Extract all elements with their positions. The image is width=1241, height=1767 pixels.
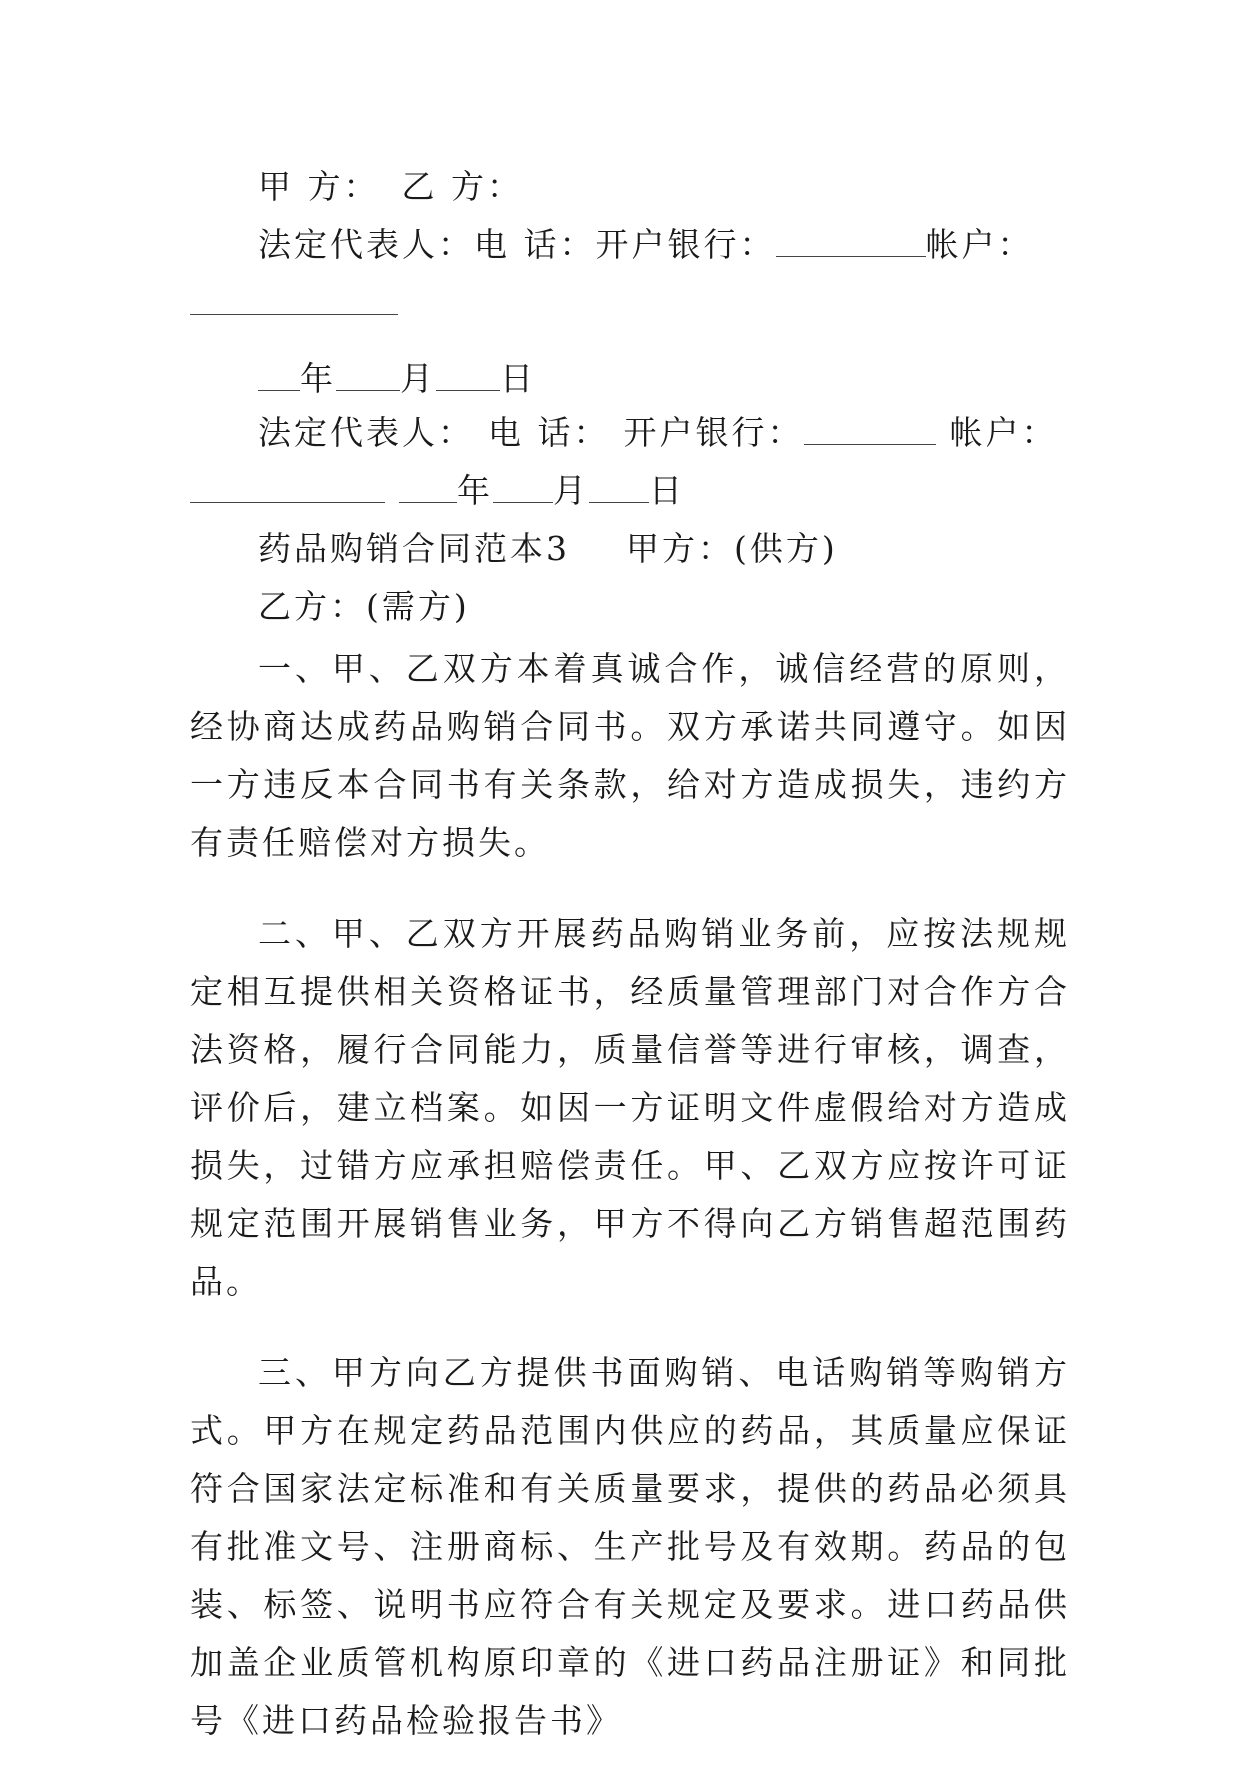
rep-line-1 — [190, 216, 1070, 274]
contract-party-a: 甲方：(供方) — [626, 529, 838, 568]
party-a-label: 甲 方： — [258, 167, 380, 206]
bank-blank-1 — [776, 216, 926, 257]
rep-line-2 — [190, 404, 1070, 462]
party-line — [190, 158, 1070, 216]
bank-blank-2 — [804, 404, 936, 445]
contract-party-b: 乙方：(需方) — [258, 587, 470, 626]
contract-title: 药品购销合同范本3 — [258, 529, 570, 568]
day-label-2: 日 — [649, 471, 685, 510]
year-label-1: 年 — [300, 359, 336, 398]
rep-label-2: 法定代表人： — [258, 413, 474, 452]
contract-title-line — [190, 520, 1070, 578]
account-blank-1 — [190, 274, 398, 315]
year-blank-1 — [258, 350, 300, 391]
month-label-1: 月 — [400, 359, 436, 398]
document-page — [190, 158, 1070, 1767]
account-date-line-2 — [190, 462, 1070, 520]
contract-party-b-line — [190, 578, 1070, 636]
month-blank-1 — [336, 350, 400, 391]
month-label-2: 月 — [553, 471, 589, 510]
clause-2: 二、甲、乙双方开展药品购销业务前，应按法规规定相互提供相关资格证书，经质量管理部门对合作方合法资格，履行合同能力，质量信誉等进行审核，调查，评价后，建立档案。如因一方证明文件虚假给对方造成损失，过错方应承担赔偿责任。甲、乙双方应按许可证规定范围开展销售业务，甲方不得向乙方销售超范围药品。 — [190, 914, 1070, 1301]
account-blank-2 — [190, 462, 385, 503]
account-blank-line-1 — [190, 274, 1070, 332]
party-b-label: 乙 方： — [401, 167, 523, 206]
phone-label-2: 电 话： — [488, 413, 610, 452]
day-label-1: 日 — [500, 359, 536, 398]
clause-3: 三、甲方向乙方提供书面购销、电话购销等购销方式。甲方在规定药品范围内供应的药品，其质量应保证符合国家法定标准和有关质量要求，提供的药品必须具有批准文号、注册商标、生产批号及有效期。药品的包装、标签、说明书应符合有关规定及要求。进口药品供加盖企业质管机构原印章的《进口药品注册证》和同批号《进口药品检验报告书》 — [190, 1353, 1070, 1740]
day-blank-2 — [589, 462, 649, 503]
month-blank-2 — [493, 462, 553, 503]
day-blank-1 — [436, 350, 500, 391]
clause-1: 一、甲、乙双方本着真诚合作，诚信经营的原则，经协商达成药品购销合同书。双方承诺共同遵守。如因一方违反本合同书有关条款，给对方造成损失，违约方有责任赔偿对方损失。 — [190, 649, 1070, 862]
rep-phone-bank-label: 法定代表人：电 话：开户银行： — [258, 225, 776, 264]
bank-label-2: 开户银行： — [623, 413, 804, 452]
year-blank-2 — [399, 462, 457, 503]
account-label-2: 帐户： — [949, 413, 1058, 452]
account-label-1: 帐户： — [925, 225, 1034, 264]
date-line-1 — [190, 350, 1070, 408]
year-label-2: 年 — [457, 471, 493, 510]
